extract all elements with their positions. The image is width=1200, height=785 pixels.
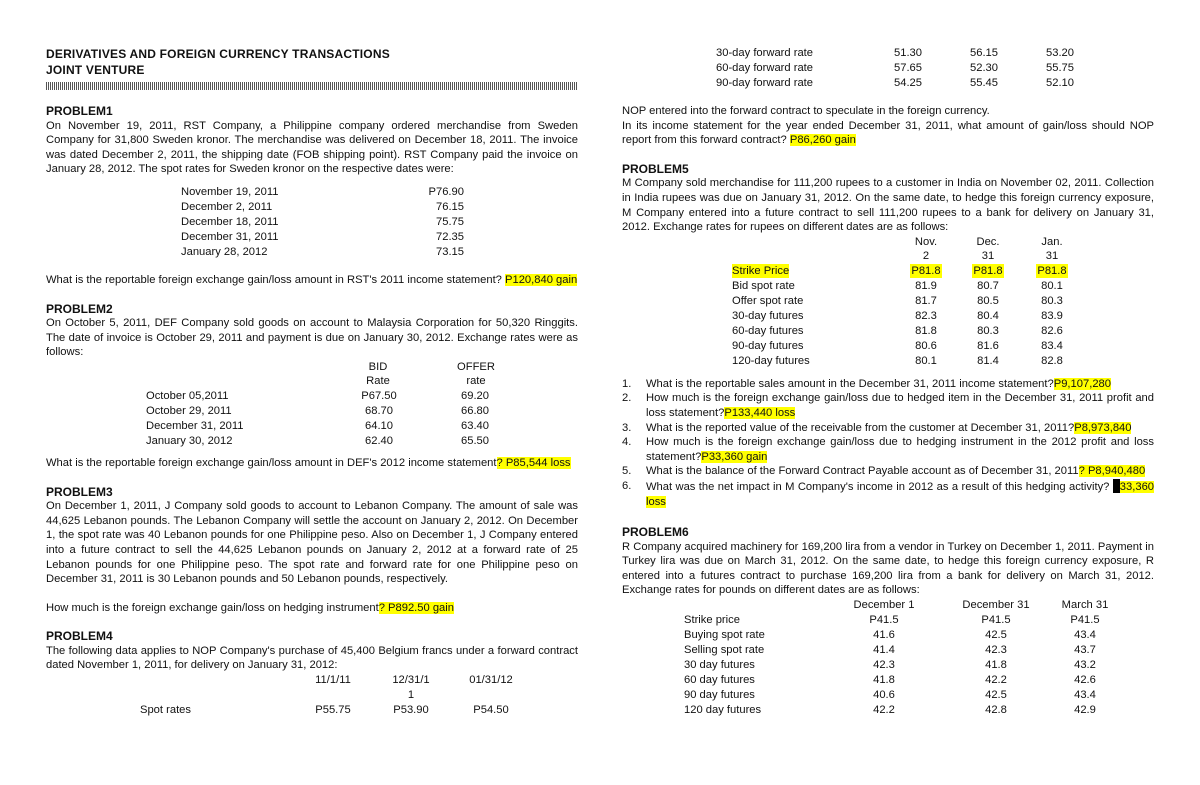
rate-label: Selling spot rate — [684, 644, 765, 657]
bid-value: 64.10 — [365, 419, 393, 432]
rate-value: P41.5 — [1070, 614, 1100, 627]
rate-value: 73.15 — [436, 245, 464, 258]
date-header: 1 — [407, 689, 415, 702]
highlighted-answer: P8,973,840 — [1074, 421, 1132, 434]
rate-value: 42.5 — [985, 629, 1007, 642]
right-column — [622, 0, 1154, 716]
rate-value: 83.4 — [1041, 339, 1063, 352]
rate-value: 43.4 — [1074, 629, 1096, 642]
item-number: 4. — [622, 436, 632, 449]
rate-label: 30-day futures — [732, 309, 804, 322]
left-column — [46, 0, 578, 721]
item-number: 6. — [622, 479, 632, 492]
rate-value: P41.5 — [869, 614, 899, 627]
rate-value: 43.2 — [1074, 659, 1096, 672]
rate-value: 42.3 — [985, 644, 1007, 657]
divider — [46, 82, 578, 90]
rate-value: 76.15 — [436, 200, 464, 213]
rate-value: 57.65 — [894, 62, 922, 74]
question-text: How much is the foreign exchange gain/loss due to hedging instrument in the 2012 profit and loss statement? — [646, 436, 1154, 463]
rate-value: 40.6 — [873, 689, 895, 702]
rate-label: Buying spot rate — [684, 629, 765, 642]
rate-value: 83.9 — [1041, 309, 1063, 322]
item-number: 5. — [622, 465, 632, 478]
rate-value: 80.1 — [915, 354, 937, 367]
rate-value: 42.6 — [1074, 674, 1096, 687]
problem4-rate-table-part2 — [622, 46, 1154, 92]
problem4-text: The following data applies to NOP Company's purchase of 45,400 Belgium francs under a forward contract dated November 1, 2011, for delivery on January 31, 2012: — [46, 644, 578, 672]
problem3-question — [46, 601, 578, 616]
question-text: What is the reportable foreign exchange gain/loss amount in DEF's 2012 income statement — [46, 456, 497, 469]
offer-header: rate — [466, 374, 486, 387]
problem5-questions — [622, 377, 1154, 509]
rate-value: 42.9 — [1074, 704, 1096, 717]
rate-label: 90-day forward rate — [716, 77, 814, 89]
date-header: 31 — [1045, 249, 1059, 262]
highlighted-answer: ? P8,940,480 — [1078, 465, 1146, 478]
rate-value: P54.50 — [473, 704, 509, 717]
rate-label: 60-day forward rate — [716, 62, 814, 74]
date-header: 01/31/12 — [469, 674, 513, 687]
list-item — [622, 421, 1154, 436]
document-subtitle: JOINT VENTURE — [46, 63, 145, 77]
rate-value: 72.35 — [436, 230, 464, 243]
date-header: Dec. — [976, 235, 1000, 248]
problem1-heading: PROBLEM1 — [46, 104, 113, 118]
date-header: 2 — [922, 249, 930, 262]
text-cursor — [1113, 479, 1120, 493]
item-number: 1. — [622, 377, 632, 390]
bid-header: Rate — [366, 374, 390, 387]
problem1-rate-table — [46, 185, 578, 265]
rate-value: 41.6 — [873, 629, 895, 642]
offer-value: 69.20 — [461, 389, 489, 402]
rate-value: 42.8 — [985, 704, 1007, 717]
highlighted-answer: P120,840 gain — [505, 273, 578, 286]
rate-date: January 30, 2012 — [146, 434, 233, 447]
problem2-rate-table — [46, 360, 578, 450]
strike-value: P81.8 — [911, 264, 941, 277]
rate-value: 51.30 — [894, 47, 922, 59]
rate-value: 81.7 — [915, 294, 937, 307]
rate-value: 80.5 — [977, 294, 999, 307]
item-number: 3. — [622, 421, 632, 434]
rate-value: 80.3 — [1041, 294, 1063, 307]
rate-value: 81.9 — [915, 279, 937, 292]
rate-value: 82.8 — [1041, 354, 1063, 367]
problem5-rate-table — [622, 235, 1154, 367]
highlighted-answer: P133,440 loss — [724, 406, 796, 419]
rate-value: 42.3 — [873, 659, 895, 672]
rate-value: 80.6 — [915, 339, 937, 352]
document-title: DERIVATIVES AND FOREIGN CURRENCY TRANSACTIONS — [46, 47, 390, 61]
rate-label: 120-day futures — [732, 354, 810, 367]
rate-value: 42.2 — [985, 674, 1007, 687]
bid-header: BID — [368, 360, 388, 373]
rate-value: 82.3 — [915, 309, 937, 322]
rate-label: 60 day futures — [684, 674, 755, 687]
rate-value: 41.8 — [873, 674, 895, 687]
rate-date: November 19, 2011 — [181, 185, 279, 198]
rate-label: 30 day futures — [684, 659, 755, 672]
problem2-text: On October 5, 2011, DEF Company sold goods on account to Malaysia Corporation for 50,320 Ringgits. The date of invoice is October 29, 2011 and payment is due on January 30, 2012. Exchange rates were as follows: — [46, 317, 578, 359]
rate-label: 90 day futures — [684, 689, 755, 702]
highlighted-answer: P86,260 gain — [789, 134, 856, 147]
highlighted-answer: ? P85,544 loss — [496, 456, 571, 469]
highlighted-answer: P9,107,280 — [1053, 377, 1111, 390]
rate-label: Strike price — [684, 614, 740, 627]
date-header: Jan. — [1041, 235, 1063, 248]
list-item — [622, 464, 1154, 479]
list-item — [622, 377, 1154, 392]
bid-value: P67.50 — [361, 389, 397, 402]
rate-label: Spot rates — [140, 704, 191, 717]
offer-value: 65.50 — [461, 434, 489, 447]
problem4-note: NOP entered into the forward contract to speculate in the foreign currency. — [622, 105, 990, 117]
strike-label: Strike Price — [732, 264, 790, 277]
rate-value: 55.45 — [970, 77, 998, 89]
rate-value: 52.10 — [1046, 77, 1074, 89]
rate-date: December 31, 2011 — [146, 419, 244, 432]
offer-value: 66.80 — [461, 404, 489, 417]
rate-value: 43.7 — [1074, 644, 1096, 657]
rate-value: 80.4 — [977, 309, 999, 322]
rate-value: 56.15 — [970, 47, 998, 59]
rate-value: P53.90 — [393, 704, 429, 717]
rate-label: Offer spot rate — [732, 294, 804, 307]
problem4-heading: PROBLEM4 — [46, 629, 113, 644]
strike-value: P81.8 — [1037, 264, 1067, 277]
question-text: What was the net impact in M Company's income in 2012 as a result of this hedging activity? — [646, 480, 1110, 493]
rate-value: 81.6 — [977, 339, 999, 352]
problem4-question — [622, 119, 1154, 148]
problem1-text: On November 19, 2011, RST Company, a Philippine company ordered merchandise from Sweden Company for 31,800 Sweden kronor. The merchandise was delivered on December 18, 2011. The invoice was dated December 2, 2011, the shipping date (FOB shipping point). RST Company paid the invoice on January 28, 2012. The spot rates for Sweden kronor on the respective dates were: — [46, 119, 578, 176]
offer-value: 63.40 — [461, 419, 489, 432]
rate-value: 82.6 — [1041, 324, 1063, 337]
date-header: 11/1/11 — [315, 674, 351, 687]
date-header: 31 — [981, 249, 995, 262]
problem4-rate-table-part1 — [46, 673, 578, 721]
rate-value: 80.1 — [1041, 279, 1063, 292]
rate-value: P41.5 — [981, 614, 1011, 627]
question-text: How much is the foreign exchange gain/loss on hedging instrument — [46, 601, 379, 614]
question-text: What is the balance of the Forward Contract Payable account as of December 31, 2011 — [646, 465, 1079, 478]
date-header: December 31 — [962, 599, 1030, 612]
problem6-rate-table — [622, 598, 1154, 716]
rate-label: 30-day forward rate — [716, 47, 814, 59]
rate-value: 42.5 — [985, 689, 1007, 702]
rate-label: 120 day futures — [684, 704, 762, 717]
rate-date: December 18, 2011 — [181, 215, 279, 228]
date-header: Nov. — [914, 235, 938, 248]
rate-label: 90-day futures — [732, 339, 804, 352]
problem6-text: R Company acquired machinery for 169,200 lira from a vendor in Turkey on December 1, 2011. Payment in Turkey lira was due on March 31, 2012. On the same date, to hedge this foreign currency exposure, R entered into a futures contract to purchase 169,200 lira from a bank for delivery on March 31, 2012. Exchange rates for pounds on different dates are as follows: — [622, 540, 1154, 597]
question-text: In its income statement for the year ended December 31, 2011, what amount of gain/loss should NOP report from this forward contract? — [622, 119, 1154, 147]
rate-label: 60-day futures — [732, 324, 804, 337]
question-text: What is the reportable foreign exchange gain/loss amount in RST's 2011 income statement? — [46, 273, 502, 286]
rate-value: 80.3 — [977, 324, 999, 337]
problem6-heading: PROBLEM6 — [622, 525, 689, 540]
problem1-question — [46, 273, 578, 288]
problem5-heading: PROBLEM5 — [622, 161, 689, 176]
offer-header: OFFER — [457, 360, 495, 373]
problem5-text: M Company sold merchandise for 111,200 rupees to a customer in India on November 02, 2011. Collection in India rupees was due on January 31, 2012. On the same date, to hedge this foreign currency exposure, M Company entered into a future contract to sell 111,200 rupees to a bank for delivery on January 31, 2012. Exchange rates for rupees on different dates are as follows: — [622, 177, 1154, 234]
list-item — [622, 391, 1154, 420]
rate-date: December 2, 2011 — [181, 200, 273, 213]
rate-date: October 05,2011 — [146, 389, 229, 402]
rate-value: P55.75 — [315, 704, 351, 717]
problem3-text: On December 1, 2011, J Company sold goods to account to Lebanon Company. The amount of sale was 44,625 Lebanon pounds. The Lebanon Company will settle the account on January 2, 2012. On December 1, the spot rate was 40 Lebanon pounds for one Philippine peso. Also on December 1, J Company entered into a future contract to sell the 44,625 Lebanon pounds on January 2, 2012 at a forward rate of 25 Lebanon pounds for one Philippine peso. The spot rate and forward rate for one Philippine peso on December 31, 2011 is 30 Lebanon pounds and 50 Lebanon pounds, respectively. — [46, 500, 578, 586]
question-text: What is the reported value of the receivable from the customer at December 31, 2011? — [646, 421, 1075, 434]
question-text: How much is the foreign exchange gain/loss due to hedged item in the December 31, 2011 profit and loss statement? — [646, 392, 1154, 419]
rate-value: 42.2 — [873, 704, 895, 717]
question-text: What is the reportable sales amount in the December 31, 2011 income statement? — [646, 377, 1054, 390]
rate-value: 81.4 — [977, 354, 999, 367]
problem2-question — [46, 456, 578, 471]
rate-value: 80.7 — [977, 279, 999, 292]
rate-value: P76.90 — [428, 185, 464, 198]
rate-value: 55.75 — [1046, 62, 1074, 74]
rate-value: 53.20 — [1046, 47, 1074, 59]
rate-value: 41.8 — [985, 659, 1007, 672]
rate-value: 75.75 — [436, 215, 464, 228]
rate-value: 41.4 — [873, 644, 895, 657]
highlighted-answer: ? P892.50 gain — [378, 601, 454, 614]
rate-date: October 29, 2011 — [146, 404, 232, 417]
rate-value: 43.4 — [1074, 689, 1096, 702]
highlighted-answer: 33,360 loss — [646, 480, 1155, 508]
problem3-heading: PROBLEM3 — [46, 484, 113, 499]
date-header: March 31 — [1061, 599, 1109, 612]
highlighted-answer: P33,360 gain — [701, 450, 768, 463]
rate-value: 52.30 — [970, 62, 998, 74]
list-item — [622, 479, 1154, 509]
date-header: December 1 — [853, 599, 915, 612]
rate-date: January 28, 2012 — [181, 245, 268, 258]
date-header: 12/31/1 — [392, 674, 430, 687]
rate-value: 54.25 — [894, 77, 922, 89]
bid-value: 62.40 — [365, 434, 393, 447]
bid-value: 68.70 — [365, 404, 393, 417]
list-item — [622, 435, 1154, 464]
item-number: 2. — [622, 392, 632, 405]
problem2-heading: PROBLEM2 — [46, 301, 113, 316]
rate-value: 81.8 — [915, 324, 937, 337]
strike-value: P81.8 — [973, 264, 1003, 277]
rate-label: Bid spot rate — [732, 279, 795, 292]
rate-date: December 31, 2011 — [181, 230, 279, 243]
